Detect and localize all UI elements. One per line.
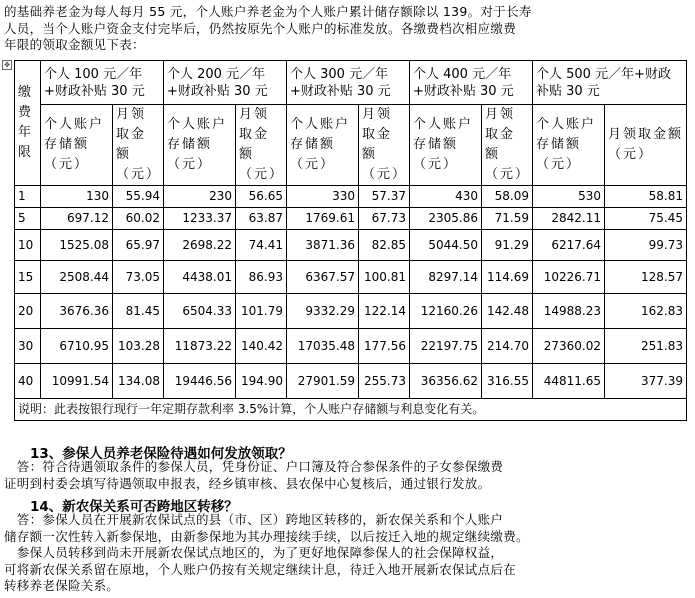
table-row bbox=[15, 230, 687, 261]
balance-cell: 3676.36 bbox=[41, 294, 113, 329]
monthly-subheader: 月领取金额（元） bbox=[359, 105, 410, 186]
table-row bbox=[15, 364, 687, 399]
balance-cell: 11873.22 bbox=[164, 329, 236, 364]
monthly-subheader: 月领取金额（元） bbox=[605, 105, 687, 186]
intro-paragraph bbox=[4, 4, 691, 54]
year-cell: 40 bbox=[15, 364, 41, 399]
pension-table bbox=[14, 60, 687, 421]
monthly-cell: 194.90 bbox=[236, 364, 287, 399]
monthly-cell: 255.73 bbox=[359, 364, 410, 399]
balance-cell: 36356.62 bbox=[410, 364, 482, 399]
q14-heading: 14、新农保关系可否跨地区转移？ bbox=[30, 499, 238, 515]
balance-cell: 44811.65 bbox=[533, 364, 605, 399]
monthly-cell: 56.65 bbox=[236, 186, 287, 208]
balance-subheader: 个人账户存储额（元） bbox=[533, 105, 605, 186]
monthly-cell: 71.59 bbox=[482, 208, 533, 230]
monthly-cell: 74.41 bbox=[236, 230, 287, 261]
monthly-cell: 58.09 bbox=[482, 186, 533, 208]
balance-cell: 1525.08 bbox=[41, 230, 113, 261]
table-row bbox=[15, 294, 687, 329]
monthly-cell: 82.85 bbox=[359, 230, 410, 261]
year-cell: 30 bbox=[15, 329, 41, 364]
balance-cell: 8297.14 bbox=[410, 261, 482, 294]
balance-cell: 2842.11 bbox=[533, 208, 605, 230]
balance-cell: 2698.22 bbox=[164, 230, 236, 261]
monthly-cell: 177.56 bbox=[359, 329, 410, 364]
intro-line: 的基础养老金为每人每月 55 元，个人账户养老金为个人账户累计储存额除以 139。对于长寿 bbox=[4, 4, 532, 19]
monthly-cell: 60.02 bbox=[113, 208, 164, 230]
balance-cell: 6367.57 bbox=[287, 261, 359, 294]
table-note: 说明：此表按银行现行一年定期存款利率 3.5%计算，个人账户存储额与利息变化有关。 bbox=[15, 399, 687, 421]
monthly-cell: 214.70 bbox=[482, 329, 533, 364]
monthly-cell: 73.05 bbox=[113, 261, 164, 294]
monthly-cell: 65.97 bbox=[113, 230, 164, 261]
year-cell: 20 bbox=[15, 294, 41, 329]
q13-heading: 13、参保人员养老保险待遇如何发放领取？ bbox=[30, 446, 292, 462]
monthly-cell: 55.94 bbox=[113, 186, 164, 208]
table-row bbox=[15, 186, 687, 208]
answer-line: 证明到村委会填写待遇领取申报表，经乡镇审核、县农保中心复核后，通过银行发放。 bbox=[4, 475, 491, 491]
year-cell: 5 bbox=[15, 208, 41, 230]
answer-line: 参保人员转移到尚未开展新农保试点地区的，为了更好地保障参保人的社会保障权益， bbox=[4, 545, 504, 560]
balance-cell: 4438.01 bbox=[164, 261, 236, 294]
answer-line: 答：符合待遇领取条件的参保人员，凭身份证、户口簿及符合参保条件的子女参保缴费 bbox=[4, 459, 504, 474]
monthly-subheader: 月领取金额（元） bbox=[113, 105, 164, 186]
monthly-cell: 128.57 bbox=[605, 261, 687, 294]
group-header: 个人 100 元／年+财政补贴 30 元 bbox=[41, 61, 164, 105]
monthly-cell: 91.29 bbox=[482, 230, 533, 261]
year-cell: 10 bbox=[15, 230, 41, 261]
balance-cell: 1769.61 bbox=[287, 208, 359, 230]
balance-cell: 2305.86 bbox=[410, 208, 482, 230]
monthly-cell: 114.69 bbox=[482, 261, 533, 294]
group-header: 个人 300 元／年+财政补贴 30 元 bbox=[287, 61, 410, 105]
table-row bbox=[15, 208, 687, 230]
balance-cell: 430 bbox=[410, 186, 482, 208]
balance-cell: 17035.48 bbox=[287, 329, 359, 364]
balance-cell: 9332.29 bbox=[287, 294, 359, 329]
monthly-cell: 122.14 bbox=[359, 294, 410, 329]
monthly-cell: 67.73 bbox=[359, 208, 410, 230]
group-header: 个人 500 元／年+财政补贴 30 元 bbox=[533, 61, 687, 105]
balance-cell: 5044.50 bbox=[410, 230, 482, 261]
balance-cell: 27901.59 bbox=[287, 364, 359, 399]
year-cell: 1 bbox=[15, 186, 41, 208]
monthly-cell: 57.37 bbox=[359, 186, 410, 208]
monthly-cell: 377.39 bbox=[605, 364, 687, 399]
table-row bbox=[15, 329, 687, 364]
balance-cell: 22197.75 bbox=[410, 329, 482, 364]
monthly-cell: 58.81 bbox=[605, 186, 687, 208]
balance-cell: 530 bbox=[533, 186, 605, 208]
balance-subheader: 个人账户存储额（元） bbox=[41, 105, 113, 186]
balance-cell: 27360.02 bbox=[533, 329, 605, 364]
year-header: 缴费年限 bbox=[15, 61, 41, 186]
answer-line: 转移养老保险关系。 bbox=[4, 578, 120, 593]
monthly-cell: 142.48 bbox=[482, 294, 533, 329]
balance-cell: 6504.33 bbox=[164, 294, 236, 329]
monthly-cell: 140.42 bbox=[236, 329, 287, 364]
balance-cell: 19446.56 bbox=[164, 364, 236, 399]
balance-subheader: 个人账户存储额（元） bbox=[287, 105, 359, 186]
monthly-cell: 81.45 bbox=[113, 294, 164, 329]
monthly-subheader: 月领取金额（元） bbox=[236, 105, 287, 186]
answer-line: 答：参保人员在开展新农保试点的县（市、区）跨地区转移的，新农保关系和个人账户 bbox=[4, 512, 504, 527]
balance-cell: 6217.64 bbox=[533, 230, 605, 261]
balance-cell: 12160.26 bbox=[410, 294, 482, 329]
balance-cell: 14988.23 bbox=[533, 294, 605, 329]
monthly-cell: 86.93 bbox=[236, 261, 287, 294]
monthly-cell: 100.81 bbox=[359, 261, 410, 294]
monthly-cell: 101.79 bbox=[236, 294, 287, 329]
balance-subheader: 个人账户存储额（元） bbox=[410, 105, 482, 186]
balance-cell: 3871.36 bbox=[287, 230, 359, 261]
year-cell: 15 bbox=[15, 261, 41, 294]
table-move-handle-icon[interactable]: ✥ bbox=[2, 60, 12, 70]
table-row bbox=[15, 261, 687, 294]
monthly-cell: 251.83 bbox=[605, 329, 687, 364]
answer-line: 可将新农保关系留在原地，个人账户仍按有关规定继续计息，待迁入地开展新农保试点后在 bbox=[4, 561, 517, 577]
balance-cell: 10226.71 bbox=[533, 261, 605, 294]
q14-answer bbox=[4, 512, 691, 595]
monthly-cell: 162.83 bbox=[605, 294, 687, 329]
monthly-subheader: 月领取金额（元） bbox=[482, 105, 533, 186]
balance-cell: 6710.95 bbox=[41, 329, 113, 364]
monthly-cell: 75.45 bbox=[605, 208, 687, 230]
group-header: 个人 200 元／年+财政补贴 30 元 bbox=[164, 61, 287, 105]
monthly-cell: 134.08 bbox=[113, 364, 164, 399]
answer-line: 储存额一次性转入新参保地，由新参保地为其办理接续手续，以后按迁入地的规定继续缴费。 bbox=[4, 528, 529, 544]
monthly-cell: 99.73 bbox=[605, 230, 687, 261]
group-header: 个人 400 元／年+财政补贴 30 元 bbox=[410, 61, 533, 105]
balance-cell: 2508.44 bbox=[41, 261, 113, 294]
balance-cell: 697.12 bbox=[41, 208, 113, 230]
monthly-cell: 63.87 bbox=[236, 208, 287, 230]
q13-answer bbox=[4, 459, 691, 492]
balance-cell: 10991.54 bbox=[41, 364, 113, 399]
intro-line: 年限的领取金额见下表： bbox=[4, 37, 145, 52]
monthly-cell: 103.28 bbox=[113, 329, 164, 364]
balance-cell: 1233.37 bbox=[164, 208, 236, 230]
balance-cell: 330 bbox=[287, 186, 359, 208]
balance-cell: 230 bbox=[164, 186, 236, 208]
monthly-cell: 316.55 bbox=[482, 364, 533, 399]
balance-cell: 130 bbox=[41, 186, 113, 208]
balance-subheader: 个人账户存储额（元） bbox=[164, 105, 236, 186]
intro-line: 人员，当个人账户资金支付完毕后，仍然按原先个人账户的标准发放。各缴费档次相应缴费 bbox=[4, 20, 517, 36]
